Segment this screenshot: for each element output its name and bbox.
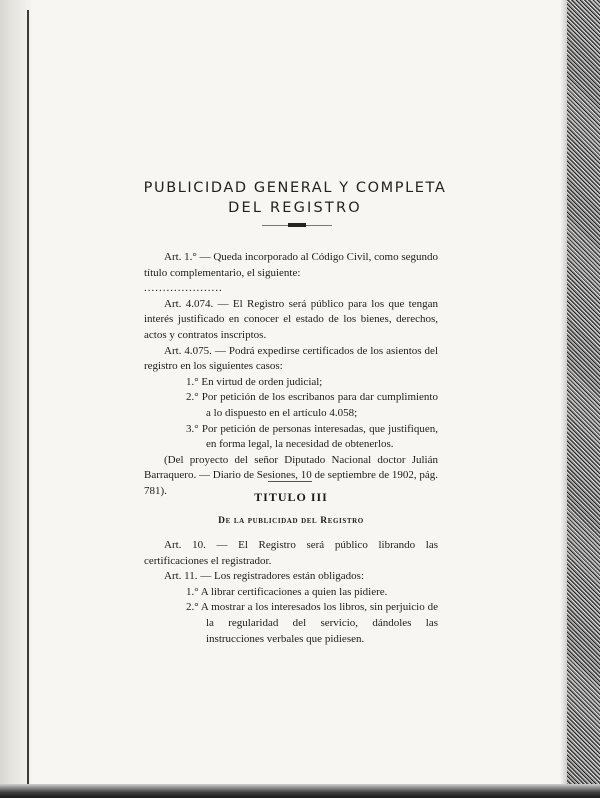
- title-line-1: PUBLICIDAD GENERAL Y COMPLETA: [143, 180, 447, 196]
- list-item: 2.° Por petición de los escribanos para dar cumplimiento a lo dispuesto en el artículo 4.058;: [186, 391, 438, 419]
- law-text-block-2: [144, 538, 438, 647]
- paragraph: Art. 4.074. — El Registro será público para los que tengan interés justificado en conocer el estado de los bienes, derechos, actos y contratos inscriptos.: [144, 297, 438, 341]
- paragraph: Art. 11. — Los registradores están obligados:: [164, 570, 364, 583]
- section-separator: [268, 481, 312, 482]
- list-item: 3.° Por petición de personas interesadas, que justifiquen, en forma legal, la necesidad de obtenerlos.: [186, 422, 438, 451]
- list-item: 1.° En virtud de orden judicial;: [186, 375, 323, 388]
- page-bottom-edge: [0, 784, 600, 798]
- paragraph: Art. 1.° — Queda incorporado al Código Civil, como segundo título complementario, el siguiente:: [144, 251, 438, 279]
- titulo-heading: TITULO III: [254, 490, 328, 504]
- paragraph: Art. 4.075. — Podrá expedirse certificados de los asientos del registro en los siguientes casos:: [144, 344, 438, 373]
- law-text-block-1: [144, 250, 438, 500]
- paragraph: .....................: [144, 282, 223, 295]
- title-ornament: [262, 223, 332, 228]
- list-item: 2.° A mostrar a los interesados los libros, sin perjuicio de la regularidad del servicio, dándoles las instrucciones verbales que pidiesen.: [186, 601, 438, 645]
- binding-line: [27, 10, 29, 790]
- page-right-edge: [567, 0, 600, 798]
- subtitulo-heading: De la publicidad del Registro: [218, 516, 364, 526]
- list-item: 1.° A librar certificaciones a quien las pidiere.: [186, 585, 388, 598]
- title-line-2: DEL REGISTRO: [228, 200, 362, 216]
- paragraph: (Del proyecto del señor Diputado Nacional doctor Julián Barraquero. — Diario de Sesiones, 10 de septiembre de 1902, pág. 781).: [144, 453, 438, 497]
- paragraph: Art. 10. — El Registro será público librando las certificaciones el registrador.: [144, 539, 438, 567]
